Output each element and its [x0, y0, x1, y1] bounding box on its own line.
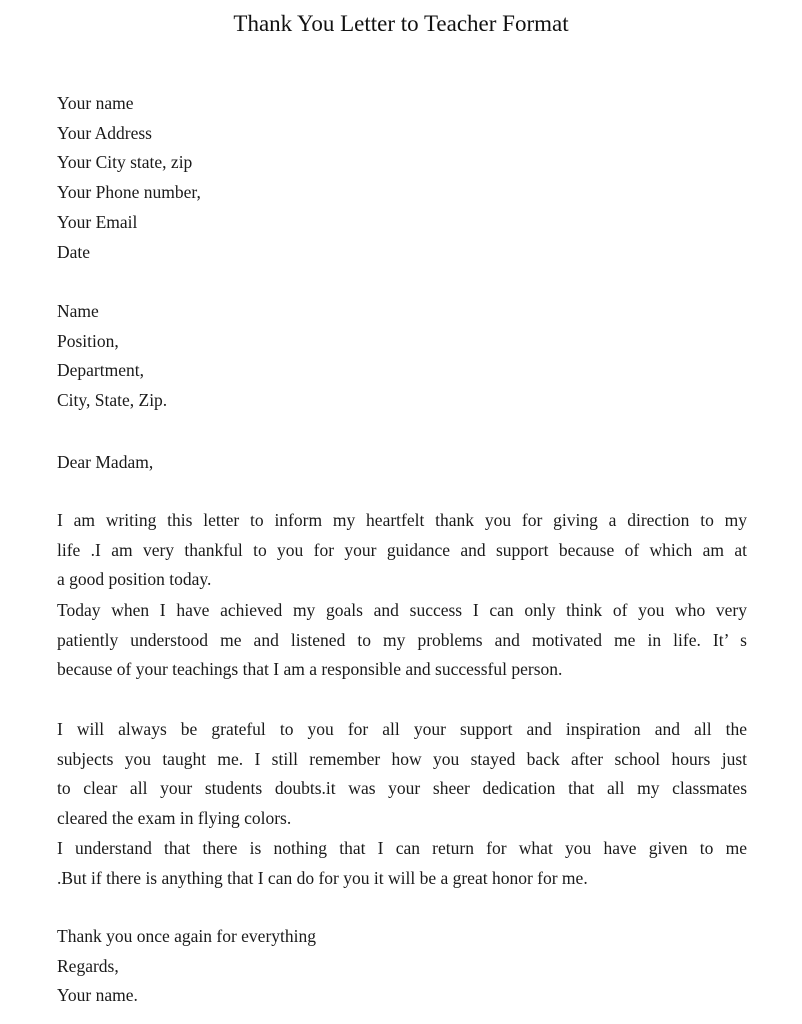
closing-block [57, 922, 747, 1011]
paragraph-line: I will always be grateful to you for all your support and inspiration and all the [57, 719, 747, 739]
closing-signature-name: Your name. [57, 985, 138, 1006]
closing-thanks: Thank you once again for everything [57, 926, 317, 946]
paragraph-line: cleared the exam in flying colors. [57, 808, 292, 829]
paragraph-line: I understand that there is nothing that I can return for what you have given to me [57, 838, 747, 858]
paragraph-line: .But if there is anything that I can do for you it will be a great honor for me. [57, 867, 588, 888]
paragraph-line: patiently understood me and listened to my problems and motivated me in life. It’ s [57, 629, 747, 650]
paragraph-line: a good position today. [57, 569, 212, 590]
sender-address: Your Address [57, 122, 152, 143]
body-paragraph-1 [57, 506, 747, 595]
paragraph-line: I am writing this letter to inform my heartfelt thank you for giving a direction to my [57, 510, 747, 530]
paragraph-line: subjects you taught me. I still remember how you stayed back after school hours just [57, 748, 747, 769]
recipient-name: Name [57, 301, 99, 321]
recipient-department: Department, [57, 360, 144, 381]
recipient-city-state-zip: City, State, Zip. [57, 390, 168, 411]
document-title: Thank You Letter to Teacher Format [233, 11, 569, 36]
sender-block [57, 89, 747, 267]
letter-date: Date [57, 241, 91, 262]
paragraph-line: life .I am very thankful to you for your guidance and support because of which am at [57, 539, 747, 560]
body-paragraph-2 [57, 596, 747, 685]
salutation-text: Dear Madam, [57, 452, 154, 472]
paragraph-line: because of your teachings that I am a responsible and successful person. [57, 659, 563, 680]
sender-phone: Your Phone number, [57, 182, 201, 203]
paragraph-line: Today when I have achieved my goals and success I can only think of you who very [57, 600, 747, 620]
recipient-block [57, 297, 747, 416]
paragraph-line: to clear all your students doubts.it was your sheer dedication that all my classmates [57, 778, 747, 799]
body-paragraph-4 [57, 834, 747, 893]
sender-city-state-zip: Your City state, zip [57, 152, 193, 173]
sender-email: Your Email [57, 211, 138, 232]
closing-regards: Regards, [57, 955, 119, 976]
salutation [57, 448, 747, 478]
recipient-position: Position, [57, 330, 119, 351]
body-paragraph-3 [57, 715, 747, 834]
sender-name: Your name [57, 93, 134, 113]
